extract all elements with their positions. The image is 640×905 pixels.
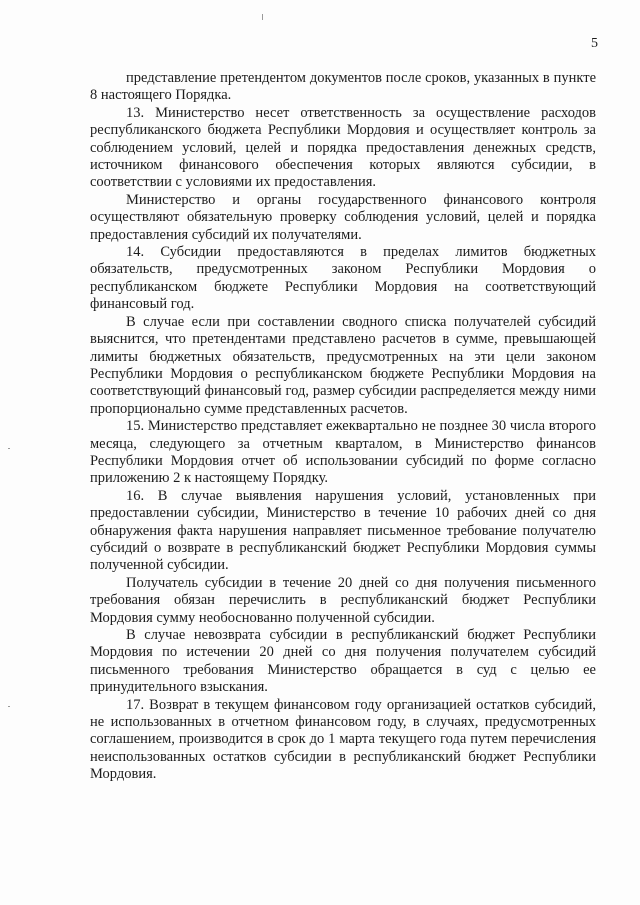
paragraph-continuation: представление претендентом документов после сроков, указанных в пункте 8 настоящего Порядка.: [90, 70, 596, 104]
page-number: 5: [591, 36, 598, 51]
paragraph-14-distribution: В случае если при составлении сводного списка получателей субсидий выяснится, что претендентами представлено расчетов в сумме, превышающей лимиты бюджетных обязательств, предусмотренных на эти цели законом Республики Мордовия о республиканском бюджете Республики Мордовия на соответствующий финансовый год, размер субсидии распределяется между ними пропорционально сумме представленных расчетов.: [90, 313, 596, 417]
paragraph-16-refund: Получатель субсидии в течение 20 дней со дня получения письменного требования обязан перечислить в республиканский бюджет Республики Мордовия сумму необоснованно полученной субсидии.: [90, 574, 596, 626]
paragraph-15: 15. Министерство представляет ежеквартально не позднее 30 числа второго месяца, следующего за отчетным кварталом, в Министерство финансов Республики Мордовия отчет об использовании субсидий по форме согласно приложению 2 к настоящему Порядку.: [90, 418, 596, 487]
paragraph-13-control: Министерство и органы государственного финансового контроля осуществляют обязательную проверку соблюдения условий, целей и порядка предоставления субсидий их получателями.: [90, 191, 596, 243]
paragraph-17: 17. Возврат в текущем финансовом году организацией остатков субсидий, не использованных в отчетном финансовом году, в случаях, предусмотренных соглашением, производится в срок до 1 марта текущего года путем перечисления неиспользованных остатков субсидии в республиканский бюджет Республики Мордовия.: [90, 696, 596, 783]
paragraph-16-court: В случае невозврата субсидии в республиканский бюджет Республики Мордовия по истечении 20 дней со дня получения получателем субсидий письменного требования Министерство обращается в суд с целью ее принудительного взыскания.: [90, 627, 596, 696]
document-body: [90, 70, 596, 784]
paragraph-16: 16. В случае выявления нарушения условий, установленных при предоставлении субсидии, Министерство в течение 10 рабочих дней со дня обнаружения факта нарушения направляет письменное требование получателю субсидий о возврате в республиканский бюджет Республики Мордовия суммы полученной субсидии.: [90, 487, 596, 574]
scan-artifact-left-1: [8, 448, 10, 449]
scan-artifact-left-2: [8, 706, 10, 707]
paragraph-13: 13. Министерство несет ответственность за осуществление расходов республиканского бюджета Республики Мордовия и осуществляет контроль за соблюдением условий, целей и порядка предоставления денежных средств, источником финансового обеспечения которых являются субсидии, в соответствии с условиями их предоставления.: [90, 104, 596, 191]
scan-artifact-top: [262, 14, 263, 20]
paragraph-14: 14. Субсидии предоставляются в пределах лимитов бюджетных обязательств, предусмотренных законом Республики Мордовия о республиканском бюджете Республики Мордовия на соответствующий финансовый год.: [90, 244, 596, 313]
